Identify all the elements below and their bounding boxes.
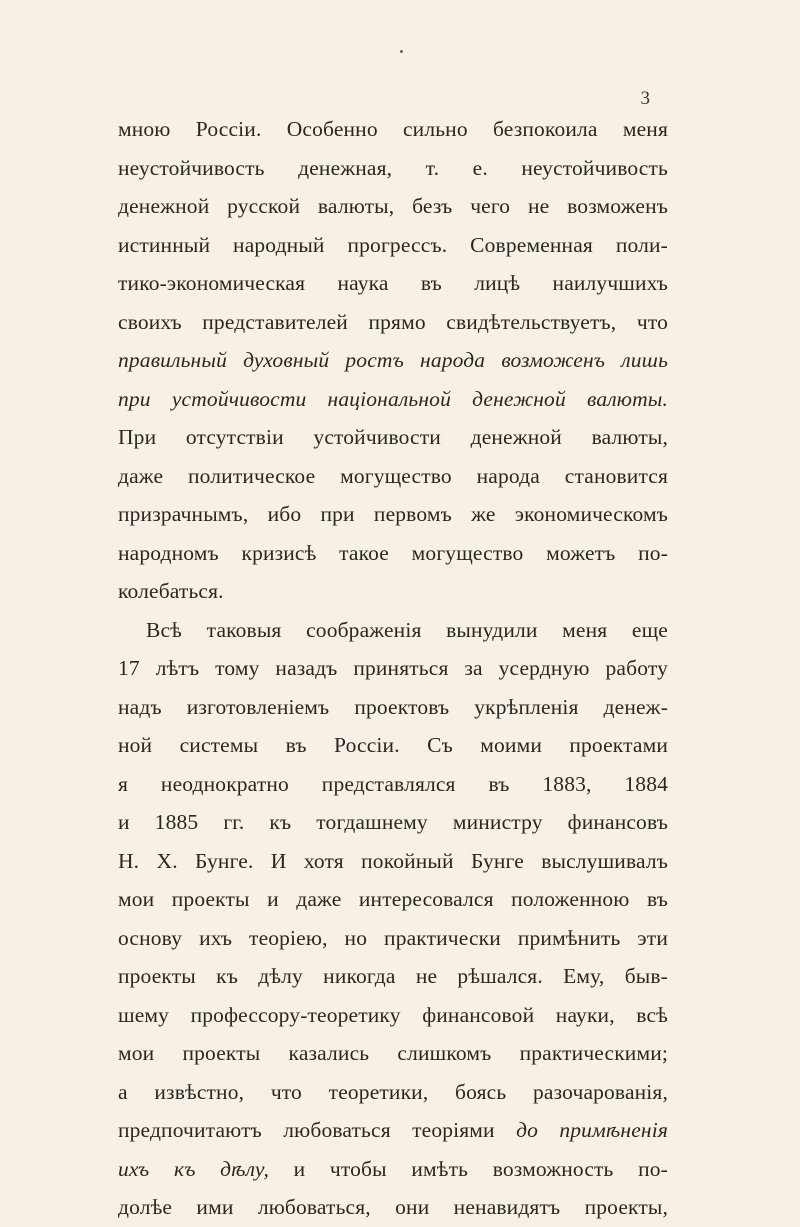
text-line [118,765,668,804]
text-segment: а извѣстно, что теоретики, боясь разочарованія, [118,1079,668,1104]
text-line [118,919,668,958]
text-line [118,1188,668,1227]
text-segment: 17 лѣтъ тому назадъ приняться за усердную работу [118,656,668,680]
text-segment: мои проекты казались слишкомъ практическими; [118,1041,668,1065]
italic-text: ихъ къ дѣлу, [118,1156,270,1181]
text-line [118,534,668,573]
text-segment: При отсутствіи устойчивости денежной валюты, [118,425,668,449]
page-number: 3 [640,88,650,109]
text-segment: народномъ кризисѣ такое могущество можетъ по- [118,540,668,565]
text-segment: долѣе ими любоваться, они ненавидятъ проекты, [118,1195,668,1219]
text-line [118,726,668,765]
text-segment: Н. Х. Бунге. И хотя покойный Бунге выслушивалъ [118,848,668,873]
text-segment: ной системы въ Россіи. Съ моими проектами [118,733,668,757]
text-segment: я неоднократно представлялся въ 1883, 1884 [118,771,668,796]
italic-text: правильный духовный ростъ народа возможенъ лишь [118,348,668,372]
text-segment: и 1885 гг. къ тогдашнему министру финансовъ [118,810,668,834]
text-segment: шему профессору-теоретику финансовой науки, всѣ [118,1002,668,1027]
text-line [118,380,668,419]
text-line [118,842,668,881]
text-line [118,457,668,496]
text-line [118,688,668,727]
text-segment: мною Россіи. Особенно сильно безпокоила меня [118,117,668,141]
print-speck [400,50,403,53]
italic-text: при устойчивости національной денежной валюты. [118,386,668,411]
text-line [118,187,668,226]
text-line [118,611,668,650]
text-line [118,264,668,303]
text-line [118,495,668,534]
text-segment: предпочитаютъ любоваться теоріями [118,1118,517,1142]
text-segment: колебаться. [118,579,224,603]
text-segment: истинный народный прогрессъ. Современная поли- [118,232,668,257]
text-line [118,418,668,457]
body-text [118,110,668,1227]
text-segment: денежной русской валюты, безъ чего не возможенъ [118,194,668,218]
text-segment: тико-экономическая наука въ лицѣ наилучшихъ [118,271,668,295]
text-line [118,1111,668,1150]
text-segment: Всѣ таковыя соображенія вынудили меня еще [146,617,668,642]
text-line [118,803,668,842]
text-segment: своихъ представителей прямо свидѣтельствуетъ, что [118,309,668,334]
text-line [118,341,668,380]
italic-text: до примѣненія [516,1118,668,1142]
text-line [118,1150,668,1189]
text-segment: и чтобы имѣть возможность по- [269,1156,668,1181]
text-segment: основу ихъ теоріею, но практически примѣнить эти [118,925,668,950]
text-segment: мои проекты и даже интересовался положенною въ [118,887,668,911]
text-line [118,572,668,611]
text-line [118,303,668,342]
text-line [118,1034,668,1073]
text-line [118,649,668,688]
text-line [118,957,668,996]
text-line [118,110,668,149]
text-segment: призрачнымъ, ибо при первомъ же экономическомъ [118,502,668,526]
text-line [118,880,668,919]
text-line [118,149,668,188]
text-segment: проекты къ дѣлу никогда не рѣшался. Ему, быв- [118,964,668,988]
text-segment: неустойчивость денежная, т. е. неустойчивость [118,155,668,180]
text-segment: надъ изготовленіемъ проектовъ укрѣпленія денеж- [118,694,668,719]
text-line [118,1073,668,1112]
text-line [118,226,668,265]
text-segment: даже политическое могущество народа становится [118,463,668,488]
text-line [118,996,668,1035]
